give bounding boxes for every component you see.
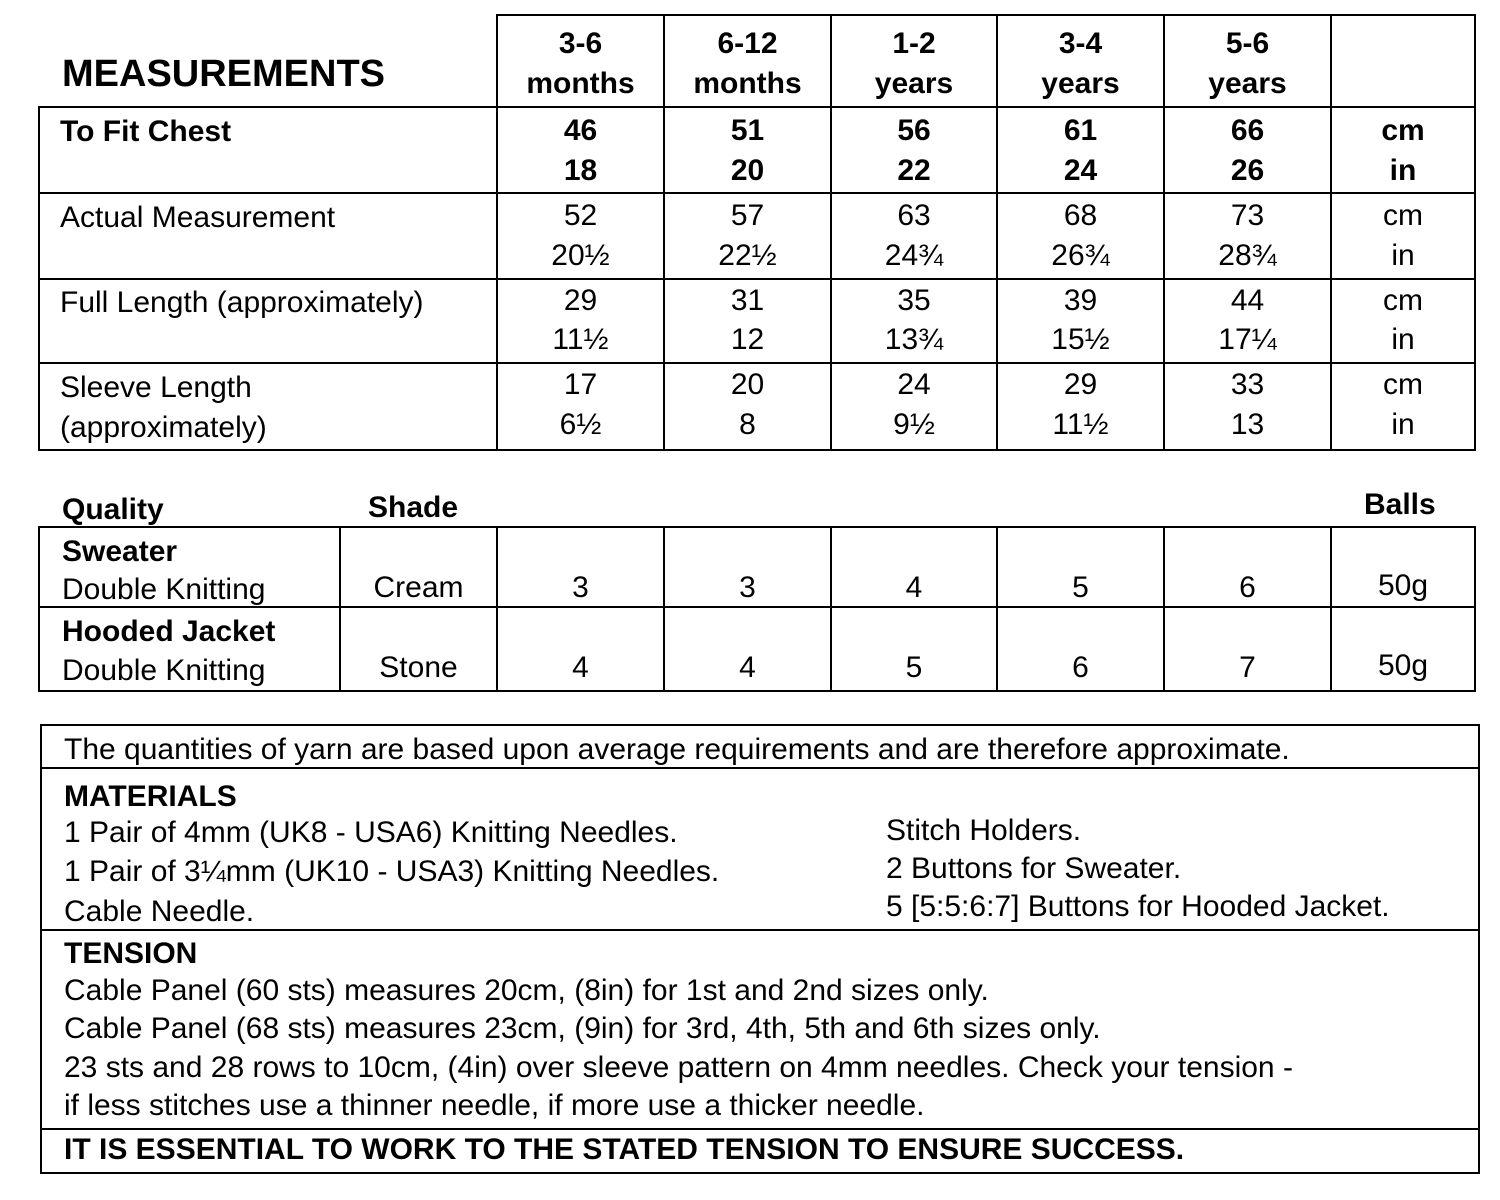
table-cell: 13¾ bbox=[884, 323, 944, 356]
materials-item: 1 Pair of 4mm (UK8 - USA6) Knitting Needles. bbox=[64, 816, 678, 849]
materials-heading: MATERIALS bbox=[64, 780, 237, 813]
table-cell: 28¾ bbox=[1218, 239, 1277, 272]
table-cell: 13 bbox=[1230, 408, 1265, 441]
unit-cell: in bbox=[1391, 408, 1415, 441]
header-divider bbox=[1474, 14, 1476, 108]
unit-cell: in bbox=[1391, 239, 1415, 272]
balls-cell: 6 bbox=[1239, 571, 1256, 604]
tension-heading: TENSION bbox=[64, 937, 198, 970]
balls-header: Balls bbox=[1364, 488, 1436, 521]
header-top-rule bbox=[496, 14, 1476, 16]
balls-cell: 4 bbox=[739, 651, 756, 684]
materials-item: Stitch Holders. bbox=[886, 814, 1082, 847]
weight-cell: 50g bbox=[1377, 569, 1429, 602]
unit-cell: in bbox=[1391, 323, 1415, 356]
table-cell: 73 bbox=[1230, 199, 1265, 232]
row-label-actual: Actual Measurement bbox=[60, 201, 336, 234]
materials-item: 1 Pair of 3¼mm (UK10 - USA3) Knitting Needles. bbox=[64, 855, 720, 888]
balls-cell: 6 bbox=[1072, 651, 1089, 684]
row-divider bbox=[38, 362, 1476, 364]
size-header-3-bottom: years bbox=[874, 67, 954, 100]
table-cell: 61 bbox=[1063, 114, 1098, 147]
item-sweater: Sweater bbox=[62, 535, 178, 568]
unit-cell: cm bbox=[1383, 199, 1423, 232]
table-cell: 68 bbox=[1063, 199, 1098, 232]
shade-header: Shade bbox=[368, 491, 459, 524]
table-cell: 29 bbox=[563, 284, 598, 317]
table-cell: 46 bbox=[563, 114, 598, 147]
balls-cell: 3 bbox=[739, 571, 756, 604]
table-cell: 20 bbox=[730, 154, 765, 187]
measurements-title: MEASUREMENTS bbox=[62, 53, 386, 95]
item-hooded-jacket: Hooded Jacket bbox=[62, 615, 276, 648]
table-cell: 26 bbox=[1230, 154, 1265, 187]
header-divider bbox=[1330, 14, 1332, 108]
balls-cell: 7 bbox=[1239, 651, 1256, 684]
table-cell: 24 bbox=[1063, 154, 1098, 187]
table-cell: 52 bbox=[563, 199, 598, 232]
size-header-3-top: 1-2 bbox=[892, 27, 936, 60]
size-header-5-top: 5-6 bbox=[1225, 27, 1270, 60]
size-header-1-bottom: months bbox=[526, 67, 635, 100]
table-cell: 17¼ bbox=[1218, 323, 1277, 356]
table-cell: 33 bbox=[1230, 368, 1265, 401]
essential-note: IT IS ESSENTIAL TO WORK TO THE STATED TENSION TO ENSURE SUCCESS. bbox=[64, 1133, 1185, 1166]
table-cell: 26¾ bbox=[1051, 239, 1110, 272]
table-cell: 9½ bbox=[893, 408, 935, 441]
table-cell: 6½ bbox=[559, 408, 602, 441]
row-divider bbox=[38, 278, 1476, 280]
tension-line: Cable Panel (68 sts) measures 23cm, (9in) for 3rd, 4th, 5th and 6th sizes only. bbox=[64, 1012, 1101, 1045]
size-header-2-top: 6-12 bbox=[717, 27, 778, 60]
quantities-note: The quantities of yarn are based upon average requirements and are therefore approximate. bbox=[64, 733, 1290, 766]
table-cell: 11½ bbox=[552, 323, 609, 356]
table-cell: 63 bbox=[897, 199, 931, 232]
table-cell: 56 bbox=[897, 114, 931, 147]
table-cell: 35 bbox=[897, 284, 931, 317]
row-label-sleeve-sub: (approximately) bbox=[60, 411, 267, 444]
table-cell: 57 bbox=[730, 199, 765, 232]
row-label-sleeve: Sleeve Length bbox=[60, 371, 252, 404]
table-cell: 66 bbox=[1230, 114, 1265, 147]
table-cell: 18 bbox=[563, 154, 598, 187]
quality-header: Quality bbox=[62, 493, 164, 526]
table-cell: 22 bbox=[897, 154, 931, 187]
materials-item: Cable Needle. bbox=[64, 895, 255, 928]
materials-item: 5 [5:5:6:7] Buttons for Hooded Jacket. bbox=[886, 890, 1390, 923]
quality-cell: Double Knitting bbox=[62, 573, 266, 606]
unit-cell: cm bbox=[1381, 114, 1425, 147]
materials-item: 2 Buttons for Sweater. bbox=[886, 852, 1182, 885]
table-cell: 22½ bbox=[718, 239, 777, 272]
quality-cell: Double Knitting bbox=[62, 654, 266, 687]
table-cell: 17 bbox=[563, 368, 598, 401]
shade-cell: Cream bbox=[373, 571, 464, 604]
table-cell: 29 bbox=[1063, 368, 1098, 401]
size-header-2-bottom: months bbox=[693, 67, 802, 100]
tension-line: 23 sts and 28 rows to 10cm, (4in) over sleeve pattern on 4mm needles. Check your tension - bbox=[64, 1051, 1293, 1084]
row-label-full-length: Full Length (approximately) bbox=[60, 286, 424, 319]
unit-cell: cm bbox=[1383, 284, 1423, 317]
table-cell: 24¾ bbox=[884, 239, 944, 272]
table-cell: 31 bbox=[730, 284, 765, 317]
row-divider bbox=[38, 192, 1476, 194]
table-cell: 8 bbox=[739, 408, 756, 441]
weight-cell: 50g bbox=[1377, 649, 1429, 682]
balls-cell: 4 bbox=[572, 651, 589, 684]
size-header-4-bottom: years bbox=[1041, 67, 1120, 100]
unit-cell: cm bbox=[1383, 368, 1423, 401]
balls-cell: 4 bbox=[905, 571, 923, 604]
size-header-4-top: 3-4 bbox=[1058, 27, 1103, 60]
table-cell: 44 bbox=[1230, 284, 1265, 317]
table-cell: 12 bbox=[730, 323, 765, 356]
table-cell: 15½ bbox=[1051, 323, 1110, 356]
shade-cell: Stone bbox=[379, 651, 458, 684]
balls-cell: 5 bbox=[905, 651, 923, 684]
size-header-1-top: 3-6 bbox=[558, 27, 603, 60]
size-header-5-bottom: years bbox=[1208, 67, 1287, 100]
tension-line: if less stitches use a thinner needle, if more use a thicker needle. bbox=[64, 1089, 925, 1122]
table-cell: 11½ bbox=[1052, 408, 1109, 441]
table-cell: 20½ bbox=[551, 239, 610, 272]
balls-cell: 3 bbox=[572, 571, 589, 604]
table-cell: 51 bbox=[730, 114, 765, 147]
row-label-chest: To Fit Chest bbox=[60, 115, 232, 148]
unit-cell: in bbox=[1389, 154, 1417, 187]
table-cell: 20 bbox=[730, 368, 765, 401]
table-cell: 24 bbox=[897, 368, 931, 401]
tension-line: Cable Panel (60 sts) measures 20cm, (8in) for 1st and 2nd sizes only. bbox=[64, 974, 989, 1007]
table-cell: 39 bbox=[1063, 284, 1098, 317]
row-divider bbox=[40, 1128, 1480, 1130]
balls-cell: 5 bbox=[1072, 571, 1089, 604]
row-divider bbox=[40, 929, 1480, 931]
